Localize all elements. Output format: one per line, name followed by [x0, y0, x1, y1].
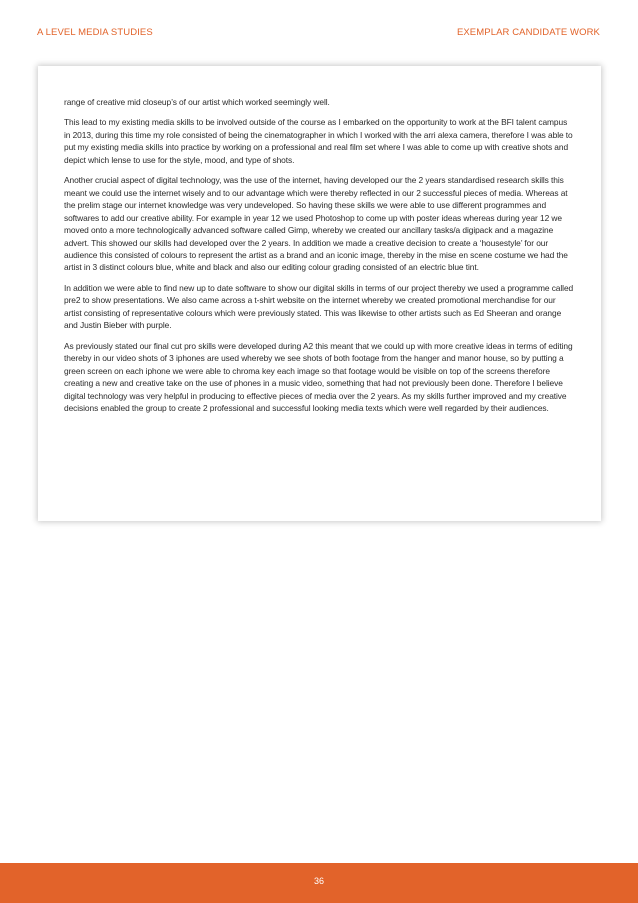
page-number: 36 — [313, 876, 324, 886]
paragraph-5: As previously stated our final cut pro skills were developed during A2 this meant that we could up with more creative ideas in terms of editing thereby in our video shots of 3 iphones are used whereby we see shots of both footage from the hanger and manor house, so by putting a green screen on each iphone we were able to chroma key each image so that footage would be visible on top of the screens therefore creating a new and creative take on the use of phones in a music video, something that had not previously been done. Therefore I believe digital technology was very helpful in producing to effective pieces of media over the 2 years. As my skills further improved and my creative decisions enabled the group to create 2 professional and successful looking media texts which were well regarded by their audiences. — [64, 340, 573, 413]
content-box — [38, 66, 601, 521]
header-left-title: A LEVEL MEDIA STUDIES — [37, 27, 153, 38]
header-right-title: EXEMPLAR CANDIDATE WORK — [456, 27, 600, 38]
paragraph-2: This lead to my existing media skills to be involved outside of the course as I embarked on the opportunity to work at the BFI talent campus in 2013, during this time my role consisted of being the cinematographer in which I worked with the arri alexa camera, therefore I was able to put my existing media skills into practice by working on a professional and real film set where I was able to come up with creative shots and depict which lense to use for the style, mood, and type of shots. — [64, 117, 573, 165]
paragraph-3: Another crucial aspect of digital technology, was the use of the internet, having developed our the 2 years standardised research skills this meant we could use the internet wisely and to our advantage which were thereby reflected in our 2 successful pieces of media. Whereas at the prelim stage our internet knowledge was very undeveloped. So having these skills we were able to use different programmes and softwares to add our creative ability. For example in year 12 we used Photoshop to come up with poster ideas whereas during year 12 we moved onto a more technologically advanced software called Gimp, whereby we created our ancillary tasks/a digipack and a magazine advert. This showed our skills had developed over the 2 years. In addition we made a creative decision to create a ‘housestyle’ for our audience this consisted of colours to represent the artist as a brand and an iconic image, thereby in the mise en scene costume we had the artist in 3 distinct colours blue, white and black and also our editing colour grading consisted of an electric blue tint. — [64, 175, 568, 273]
paragraph-1: range of creative mid closeup’s of our artist which worked seemingly well. — [64, 97, 330, 107]
paragraph-4: In addition we were able to find new up to date software to show our digital skills in terms of our project thereby we used a programme called pre2 to show presentations. We also came across a t-shirt website on the internet whereby we created promotional merchandise for our artist consisting of representative colours which were previously stated. This was likewise to other artists such as Ed Sheeran and orange and Justin Bieber with purple. — [64, 282, 574, 331]
footer-bar — [0, 863, 638, 903]
